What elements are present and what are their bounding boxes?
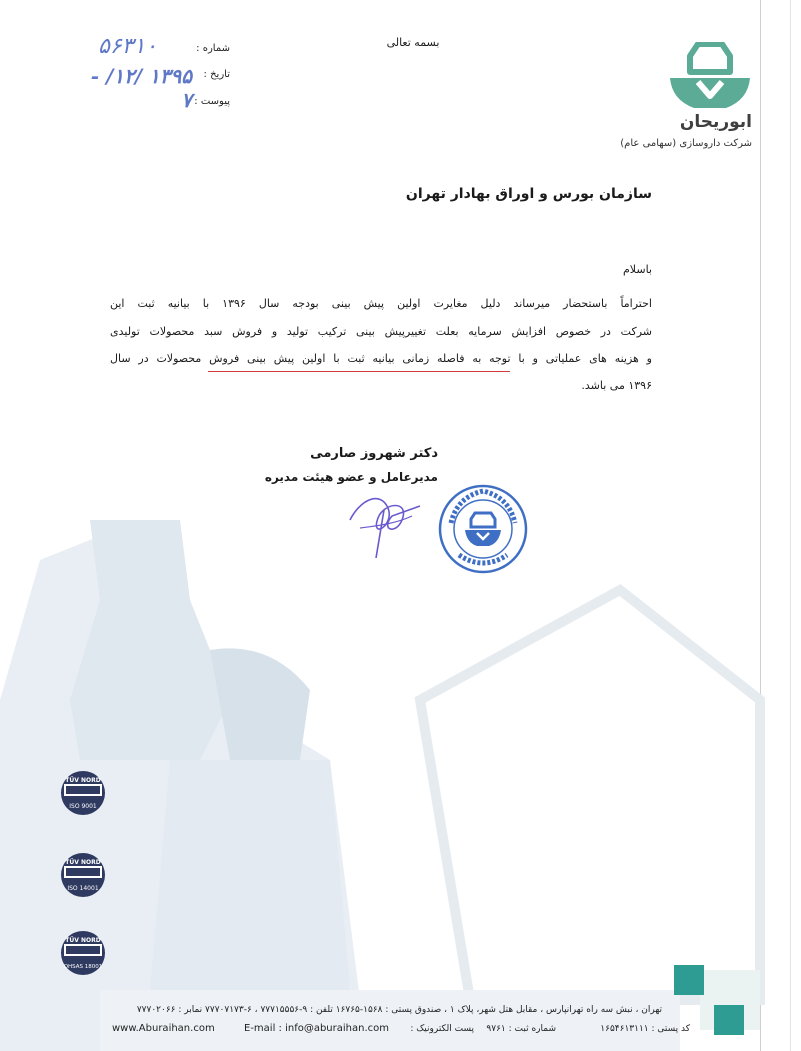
salutation: باسلام: [622, 263, 652, 276]
bismillah-text: بسمه تعالی: [386, 36, 440, 49]
body-line: احتراماً باستحضار میرساند دلیل مغایرت اولین پیش بینی بودجه سال ۱۳۹۶ با بیانیه ثبت این: [110, 297, 652, 310]
footer-decor-square: [714, 1005, 744, 1035]
svg-text:TÜV NORD: TÜV NORD: [65, 777, 101, 784]
letter-date: ۱۳۹۵ /۱۲/ - ۷: [90, 64, 192, 112]
date-label: تاریخ :: [203, 69, 230, 80]
svg-text:ISO 14001: ISO 14001: [67, 885, 99, 892]
number-label: شماره :: [196, 43, 230, 54]
company-name: ابوریحان: [679, 112, 752, 132]
footer-decor-square: [674, 965, 704, 995]
company-subtitle: شرکت داروسازی (سهامی عام): [620, 138, 752, 149]
svg-text:OHSAS 18001: OHSAS 18001: [63, 964, 103, 970]
company-stamp: [437, 483, 529, 575]
footer-postal-code: کد پستی : ۱۶۵۴۶۱۳۱۱۱: [600, 1024, 690, 1034]
ohsas-18001-badge-icon: [60, 930, 106, 976]
svg-text:ISO 9001: ISO 9001: [69, 803, 97, 810]
signer-title: مدیرعامل و عضو هیئت مدیره: [264, 470, 438, 484]
letter-number: ۵۶۳۱۰: [98, 34, 158, 59]
handwritten-signature: [340, 480, 430, 560]
footer-website[interactable]: www.Aburaihan.com: [112, 1023, 215, 1034]
footer-address: تهران ، نبش سه راه تهرانپارس ، مقابل هتل شهر، پلاک ۱ ، صندوق پستی : ۱۵۶۸-۱۶۷۶۵ تلفن : ۹-۷۷۷۱۵۵۵۶ ، ۶-۷۷۷۰۷۱۷۳ نمابر : ۷۷۷۰۲۰۶۶: [136, 1005, 662, 1015]
iso-14001-badge-icon: [60, 852, 106, 898]
signer-name: دکتر شهروز صارمی: [310, 446, 438, 461]
body-line: ۱۳۹۶ می باشد.: [581, 379, 652, 392]
footer-email-label: پست الکترونیک :: [410, 1024, 474, 1034]
attachment-label: پیوست :: [194, 96, 230, 107]
body-line: و هزینه های عملیاتی و با توجه به فاصله زمانی بیانیه ثبت با اولین پیش بینی فروش محصولات در سال: [110, 352, 652, 365]
svg-text:TÜV NORD: TÜV NORD: [65, 937, 101, 944]
recipient: سازمان بورس و اوراق بهادار تهران: [405, 186, 652, 202]
iso-9001-badge-icon: [60, 770, 106, 816]
company-logo-icon: [668, 42, 752, 114]
svg-text:TÜV NORD: TÜV NORD: [65, 859, 101, 866]
handwritten-underline: [208, 371, 510, 372]
footer-email[interactable]: E-mail : info@aburaihan.com: [244, 1023, 390, 1034]
body-line: شرکت در خصوص افزایش سرمایه بعلت تغییرپیش بینی ترکیب تولید و فروش سبد محصولات تولیدی: [110, 325, 652, 338]
footer-registration: شماره ثبت : ۹۷۶۱: [486, 1024, 556, 1034]
